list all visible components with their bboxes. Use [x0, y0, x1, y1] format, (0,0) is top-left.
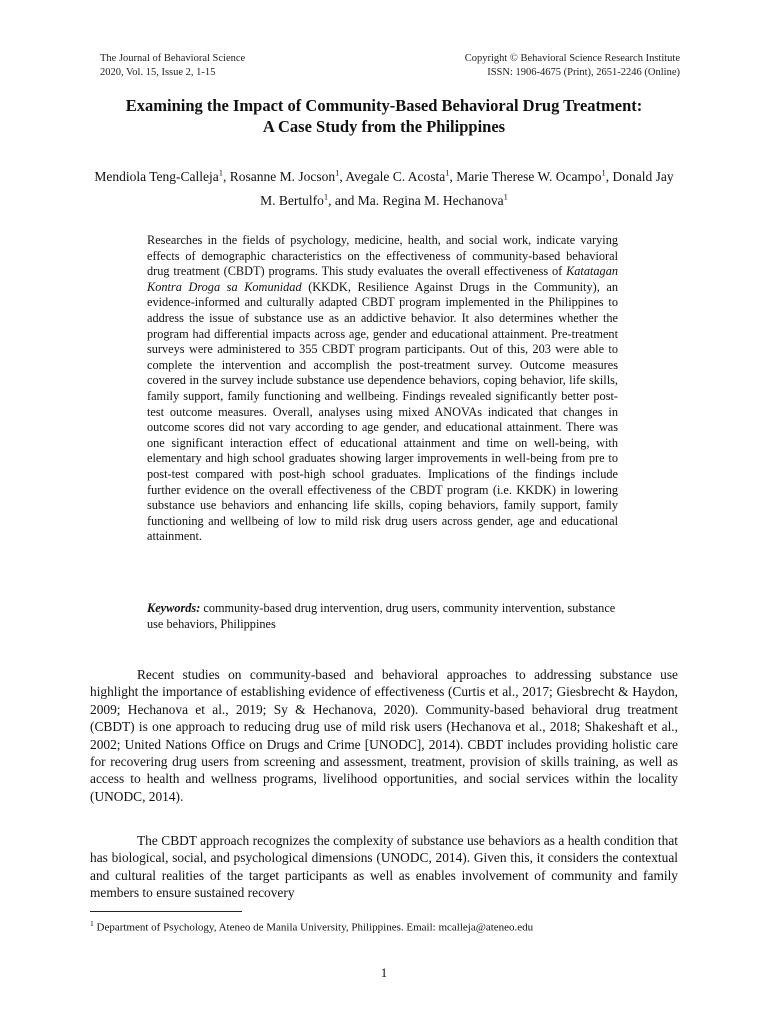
body-paragraph-2: The CBDT approach recognizes the complexity of substance use behaviors as a health condition that has biological, social, and psychological dimensions (UNODC, 2014). Given this, it considers the contextual and cultural realities of the target participants as well as enables involvement of community and family members to ensure sustained recovery: [90, 833, 678, 901]
footnote-divider: [90, 911, 242, 912]
author: Avegale C. Acosta$^1$,: [345, 167, 457, 184]
abstract: Researches in the fields of psychology, medicine, health, and social work, indicate varying effects of demographic characteristics on the effectiveness of community-based behavioral drug treatment (CBDT) programs. This study evaluates the overall effectiveness of Katatagan Kontra Droga sa Komunidad (KKDK, Resilience Against Drugs in the Community), an evidence-informed and culturally adapted CBDT program implemented in the Philippines to address the issue of substance use as an addictive behavior. It also determines whether the program had differential impacts across age, gender and educational attainment. Pre-treatment surveys were administered to 355 CBDT program participants. Out of this, 203 were able to complete the intervention and accomplish the post-treatment survey. Outcome measures covered in the survey include substance use dependence behaviors, coping behavior, life skills, family support, family functioning and wellbeing. Findings revealed significantly better post-test outcome measures. Overall, analyses using mixed ANOVAs indicated that changes in outcome scores did not vary according to age gender, and educational attainment. There was one significant interaction effect of educational attainment and time on well-being, with elementary and high school graduates showing larger improvements in well-being from pre to post-test compared with post-high school graduates. Implications of the findings include further evidence on the overall effectiveness of the CBDT program (i.e. KKDK) in lowering substance use behaviors and enhancing life skills, coping behaviors, family support, family functioning and wellbeing of low to mild risk drug users across gender, age and educational attainment.: [147, 233, 618, 544]
journal-header-left: [100, 52, 245, 80]
page-number: 1: [380, 965, 388, 980]
journal-volume: 2020, Vol. 15, Issue 2, 1-15: [100, 67, 216, 78]
keywords-label: Keywords:: [147, 601, 201, 615]
author: Mendiola Teng-Calleja$^1$,: [94, 167, 230, 184]
copyright-line: Copyright © Behavioral Science Research Institute: [464, 53, 680, 64]
keywords-text: community-based drug intervention, drug users, community intervention, substance use behaviors, Philippines: [147, 601, 616, 631]
author: Ma. Regina M. Hechanova$^1$: [357, 191, 508, 208]
body-paragraph-1: Recent studies on community-based and behavioral approaches to addressing substance use highlight the importance of establishing evidence of effectiveness (Curtis et al., 2017; Giesbrecht & Haydon, 2009; Hechanova et al., 2019; Sy & Hechanova, 2020). Community-based behavioral drug treatment (CBDT) is one approach to reducing drug use of mild risk users (Hechanova et al., 2018; Shakeshaft et al., 2002; United Nations Office on Drugs and Crime [UNODC], 2014). CBDT includes providing holistic care for recovering drug users from screening and assessment, treatment, provision of skills training, as well as access to health and wellness programs, livelihood opportunities, and social services within the locality (UNODC, 2014).: [90, 667, 678, 804]
issn-line: ISSN: 1906-4675 (Print), 2651-2246 (Online): [487, 67, 680, 78]
title-line-1: Examining the Impact of Community-Based Behavioral Drug Treatment:: [125, 96, 643, 115]
author-list: [90, 162, 678, 211]
journal-name: The Journal of Behavioral Science: [100, 53, 246, 64]
footnote: $^1$ Department of Psychology, Ateneo de Manila University, Philippines. Email: mcalleja@ateneo.edu: [90, 919, 534, 934]
keywords: [147, 600, 618, 632]
title-line-2: A Case Study from the Philippines: [262, 117, 506, 136]
journal-header-right: [465, 52, 680, 80]
author: Rosanne M. Jocson$^1$,: [229, 167, 346, 184]
author: Donald Jay M. Bertulfo$^1$, and: [260, 168, 674, 208]
author: Marie Therese W. Ocampo$^1$,: [456, 167, 613, 184]
paper-title: [80, 95, 688, 137]
program-name-italic: Katatagan Kontra Droga sa Komunidad: [147, 264, 618, 294]
